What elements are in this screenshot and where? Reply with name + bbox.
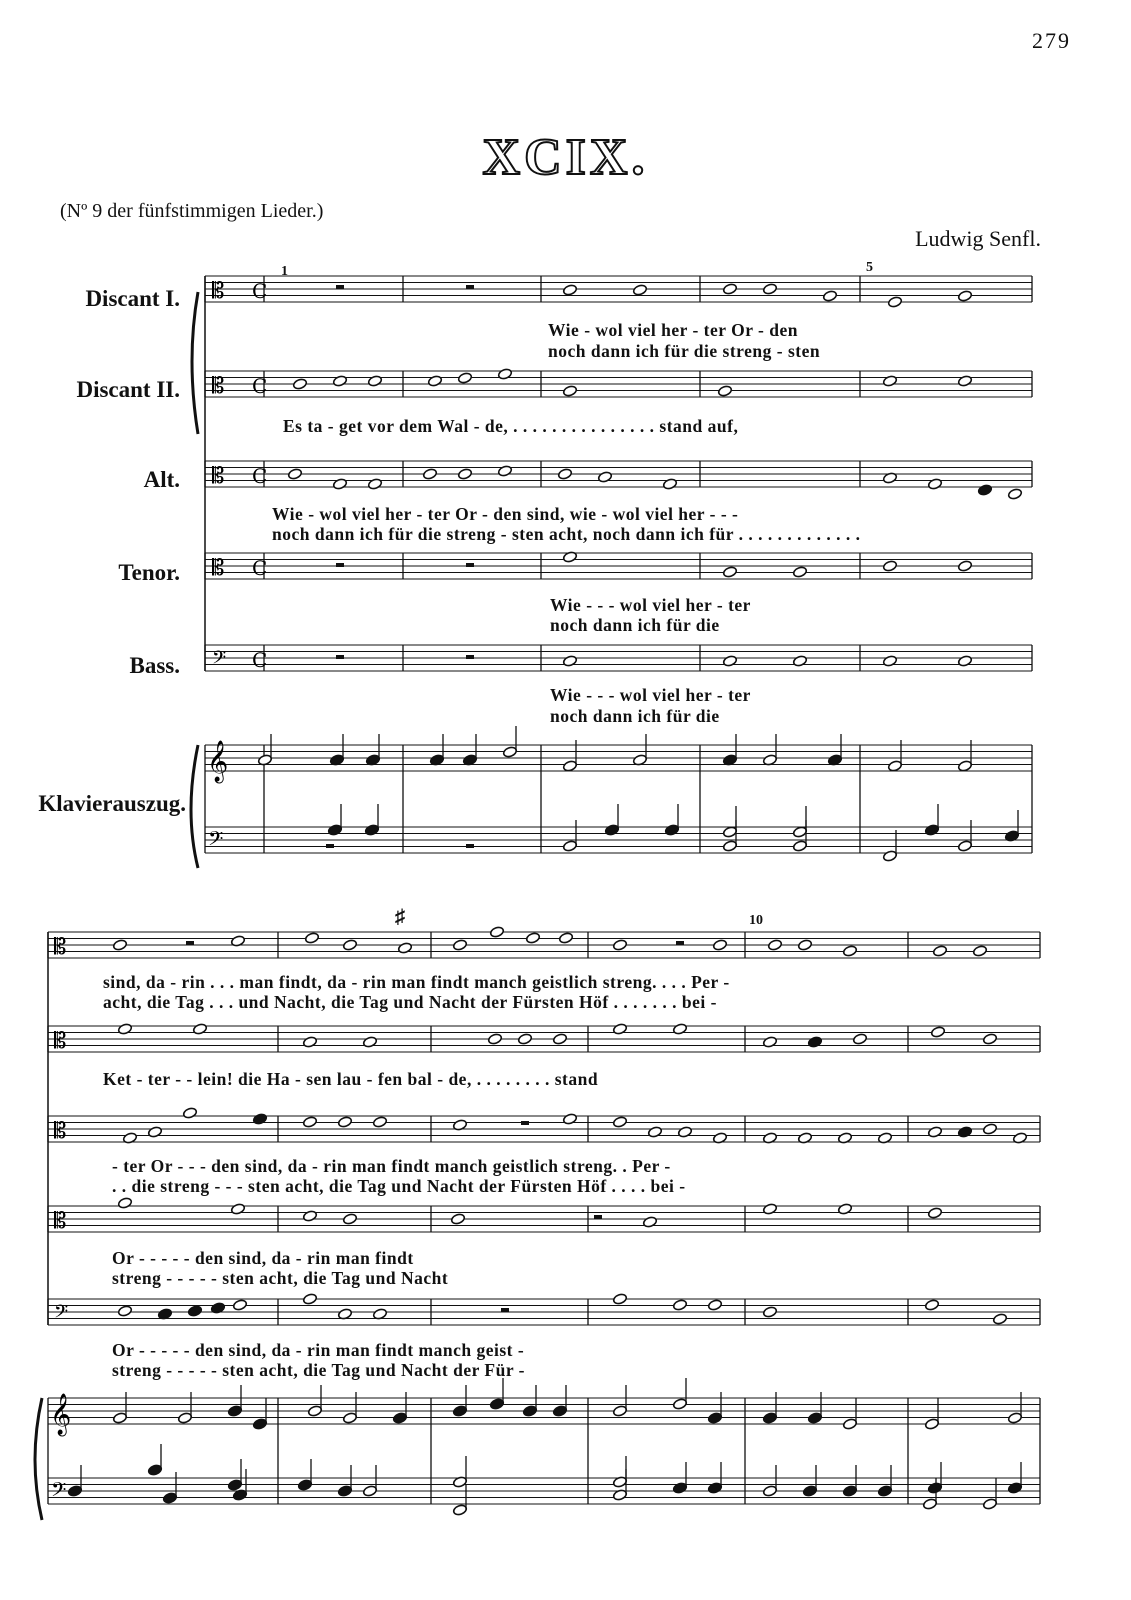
note-head: [762, 1412, 777, 1424]
note-head: [722, 283, 737, 295]
source-note: (Nº 9 der fünfstimmigen Lieder.): [60, 200, 324, 222]
rest-mark: [466, 563, 474, 567]
note-head: [882, 375, 897, 387]
note-head: [642, 1216, 657, 1228]
note-head: [502, 746, 517, 758]
note-head: [147, 1464, 162, 1476]
note-head: [557, 468, 572, 480]
note-head: [807, 1036, 822, 1048]
note-head: [117, 1197, 132, 1209]
note-head: [982, 1033, 997, 1045]
note-head: [924, 824, 939, 836]
note-head: [112, 1412, 127, 1424]
voice-label-klavierauszug: Klavierauszug.: [38, 791, 186, 816]
note-head: [712, 939, 727, 951]
note-head: [162, 1492, 177, 1504]
note-head: [304, 932, 319, 944]
note-head: [452, 1504, 467, 1516]
rest-mark: [336, 655, 344, 659]
note-head: [342, 939, 357, 951]
lyric2-alt-line2: . . die streng - - - sten acht, die Tag und Nacht der Fürsten Höf . . . . bei -: [112, 1176, 686, 1196]
note-head: [957, 560, 972, 572]
note-head: [182, 1107, 197, 1119]
note-head: [302, 1293, 317, 1305]
note-head: [292, 378, 307, 390]
note-head: [662, 478, 677, 490]
note-head: [762, 1485, 777, 1497]
rest-mark: [186, 941, 194, 945]
clef-glyph: 𝄡: [54, 935, 67, 960]
note-head: [647, 1126, 662, 1138]
note-head: [227, 1479, 242, 1491]
treble-clef-glyph: 𝄞: [50, 1394, 72, 1435]
lyric2-discant1-line1: sind, da - rin . . . man findt, da - rin man findt manch geistlich streng. . . . Per -: [103, 972, 730, 992]
note-head: [522, 1405, 537, 1417]
note-head: [192, 1023, 207, 1035]
note-head: [562, 840, 577, 852]
note-head: [252, 1418, 267, 1430]
note-head: [762, 283, 777, 295]
note-head: [632, 284, 647, 296]
note-head: [767, 939, 782, 951]
note-head: [562, 385, 577, 397]
note-head: [287, 468, 302, 480]
rest-mark: [594, 1215, 602, 1219]
note-head: [367, 478, 382, 490]
note-head: [837, 1203, 852, 1215]
note-head: [517, 1033, 532, 1045]
clef-glyph: 𝄢: [54, 1302, 69, 1327]
voice-label-bass: Bass.: [129, 653, 180, 678]
note-head: [792, 655, 807, 667]
note-head: [117, 1305, 132, 1317]
note-head: [707, 1412, 722, 1424]
brace: [192, 292, 198, 434]
note-head: [887, 760, 902, 772]
note-head: [187, 1305, 202, 1317]
note-head: [552, 1033, 567, 1045]
lyric-bass-line1: Wie - - - wol viel her - ter: [550, 685, 751, 705]
note-head: [822, 290, 837, 302]
time-signature: C: [252, 464, 268, 488]
note-head: [924, 1299, 939, 1311]
note-head: [489, 1398, 504, 1410]
bass-clef-glyph: 𝄢: [51, 1478, 67, 1506]
lyric-alt-line2: noch dann ich für die streng - sten acht, noch dann ich für . . . . . . . . . . . . .: [272, 524, 861, 544]
rest-mark: [326, 844, 334, 848]
note-head: [664, 824, 679, 836]
note-head: [882, 850, 897, 862]
note-head: [722, 840, 737, 852]
note-head: [877, 1485, 892, 1497]
note-head: [792, 566, 807, 578]
note-head: [927, 1482, 942, 1494]
rest-mark: [336, 563, 344, 567]
lyric2-alt-line1: - ter Or - - - den sind, da - rin man findt manch geistlich streng. . Per -: [112, 1156, 671, 1176]
note-head: [992, 1313, 1007, 1325]
lyric-discant2-line1: Es ta - get vor dem Wal - de, . . . . . . . . . . . . . . . stand auf,: [283, 416, 739, 436]
note-head: [337, 1485, 352, 1497]
lyric-bass-line2: noch dann ich für die: [550, 706, 720, 726]
note-head: [677, 1126, 692, 1138]
note-head: [302, 1036, 317, 1048]
time-signature: C: [252, 648, 268, 672]
note-head: [722, 566, 737, 578]
note-head: [450, 1213, 465, 1225]
note-head: [957, 375, 972, 387]
note-head: [497, 368, 512, 380]
note-head: [672, 1023, 687, 1035]
note-head: [807, 1412, 822, 1424]
time-signature: C: [252, 556, 268, 580]
lyric-tenor-line2: noch dann ich für die: [550, 615, 720, 635]
time-signature: C: [252, 279, 268, 303]
note-head: [230, 1203, 245, 1215]
note-head: [802, 1485, 817, 1497]
note-head: [927, 1126, 942, 1138]
voice-label-discant-1: Discant I.: [85, 286, 180, 311]
note-head: [487, 1033, 502, 1045]
note-head: [924, 1418, 939, 1430]
lyric-tenor-line1: Wie - - - wol viel her - ter: [550, 595, 751, 615]
note-head: [922, 1498, 937, 1510]
brace: [191, 745, 198, 868]
note-head: [362, 1485, 377, 1497]
note-head: [957, 655, 972, 667]
note-head: [597, 471, 612, 483]
note-head: [707, 1299, 722, 1311]
lyric2-discant2-line1: Ket - ter - - lein! die Ha - sen lau - fen bal - de, . . . . . . . . stand: [103, 1069, 599, 1089]
note-head: [842, 1418, 857, 1430]
note-head: [302, 1210, 317, 1222]
note-head: [797, 939, 812, 951]
clef-glyph: 𝄡: [212, 556, 225, 581]
note-head: [422, 468, 437, 480]
note-head: [397, 942, 412, 954]
note-head: [982, 1498, 997, 1510]
note-head: [887, 296, 902, 308]
voice-label-tenor: Tenor.: [118, 560, 180, 585]
note-head: [612, 1405, 627, 1417]
note-head: [342, 1213, 357, 1225]
note-head: [452, 1405, 467, 1417]
note-head: [977, 484, 992, 496]
note-head: [252, 1113, 267, 1125]
note-head: [558, 932, 573, 944]
note-head: [882, 655, 897, 667]
note-head: [112, 939, 127, 951]
note-head: [367, 375, 382, 387]
note-head: [427, 375, 442, 387]
clef-glyph: 𝄡: [54, 1029, 67, 1054]
note-head: [717, 385, 732, 397]
clef-glyph: 𝄡: [212, 279, 225, 304]
note-head: [332, 375, 347, 387]
clef-glyph: 𝄡: [212, 464, 225, 489]
note-head: [1007, 1482, 1022, 1494]
note-head: [722, 655, 737, 667]
note-head: [342, 1412, 357, 1424]
note-head: [707, 1482, 722, 1494]
lyric-alt-line1: Wie - wol viel her - ter Or - den sind, wie - wol viel her - - -: [272, 504, 739, 524]
note-head: [672, 1299, 687, 1311]
note-head: [457, 372, 472, 384]
clef-glyph: 𝄢: [212, 648, 227, 673]
note-head: [392, 1412, 407, 1424]
voice-label-alt: Alt.: [143, 467, 180, 492]
note-head: [362, 1036, 377, 1048]
measure-number-1: 1: [281, 264, 288, 279]
note-head: [672, 1398, 687, 1410]
note-head: [302, 1116, 317, 1128]
note-head: [842, 945, 857, 957]
note-head: [497, 465, 512, 477]
note-head: [177, 1412, 192, 1424]
note-head: [297, 1479, 312, 1491]
lyric2-bass-line2: streng - - - - - sten acht, die Tag und Nacht der Für -: [112, 1360, 525, 1380]
note-head: [927, 478, 942, 490]
note-head: [932, 945, 947, 957]
measure-number-10: 10: [749, 913, 763, 928]
note-head: [525, 932, 540, 944]
lyric-discant1-line2: noch dann ich für die streng - sten: [548, 341, 821, 361]
note-head: [612, 939, 627, 951]
rest-mark: [501, 1308, 509, 1312]
note-head: [852, 1033, 867, 1045]
clef-glyph: 𝄡: [54, 1209, 67, 1234]
note-head: [1007, 488, 1022, 500]
note-head: [957, 840, 972, 852]
lyric2-tenor-line2: streng - - - - - sten acht, die Tag und Nacht: [112, 1268, 449, 1288]
note-head: [562, 284, 577, 296]
note-head: [604, 824, 619, 836]
rest-mark: [676, 941, 684, 945]
note-head: [722, 826, 737, 838]
note-head: [612, 1116, 627, 1128]
note-head: [147, 1126, 162, 1138]
page-number: 279: [1032, 28, 1071, 53]
rest-mark: [466, 655, 474, 659]
rest-mark: [466, 285, 474, 289]
note-head: [612, 1023, 627, 1035]
note-head: [562, 655, 577, 667]
note-head: [957, 760, 972, 772]
time-signature: C: [252, 374, 268, 398]
note-head: [489, 926, 504, 938]
note-head: [612, 1293, 627, 1305]
note-head: [452, 939, 467, 951]
note-head: [562, 760, 577, 772]
note-head: [927, 1207, 942, 1219]
note-head: [117, 1023, 132, 1035]
note-head: [457, 468, 472, 480]
note-head: [762, 1203, 777, 1215]
note-head: [562, 1113, 577, 1125]
note-head: [792, 826, 807, 838]
note-head: [552, 1405, 567, 1417]
note-head: [882, 560, 897, 572]
note-head: [67, 1485, 82, 1497]
note-head: [327, 824, 342, 836]
measure-number-5: 5: [866, 260, 873, 275]
note-head: [232, 1299, 247, 1311]
note-head: [332, 478, 347, 490]
bass-clef-glyph: 𝄢: [208, 827, 224, 855]
note-head: [227, 1405, 242, 1417]
note-head: [930, 1026, 945, 1038]
treble-clef-glyph: 𝄞: [207, 741, 229, 782]
note-head: [957, 290, 972, 302]
note-head: [792, 840, 807, 852]
note-head: [364, 824, 379, 836]
rest-mark: [466, 844, 474, 848]
note-head: [957, 1126, 972, 1138]
lyric2-discant1-line2: acht, die Tag . . . und Nacht, die Tag und Nacht der Fürsten Höf . . . . . . . bei -: [103, 992, 717, 1012]
note-head: [307, 1405, 322, 1417]
note-head: [762, 1306, 777, 1318]
note-head: [337, 1116, 352, 1128]
lyric2-tenor-line1: Or - - - - - den sind, da - rin man findt: [112, 1248, 414, 1268]
note-head: [762, 1036, 777, 1048]
voice-label-discant-2: Discant II.: [76, 377, 180, 402]
rest-mark: [336, 285, 344, 289]
note-head: [372, 1116, 387, 1128]
piece-title: XCIX.: [482, 129, 649, 186]
lyric2-bass-line1: Or - - - - - den sind, da - rin man findt manch geist -: [112, 1340, 525, 1360]
note-head: [842, 1485, 857, 1497]
editorial-sharp: ♯: [395, 906, 405, 928]
note-head: [982, 1123, 997, 1135]
clef-glyph: 𝄡: [54, 1119, 67, 1144]
note-head: [972, 945, 987, 957]
clef-glyph: 𝄡: [212, 374, 225, 399]
lyric-discant1-line1: Wie - wol viel her - ter Or - den: [548, 320, 798, 340]
note-head: [672, 1482, 687, 1494]
composer-name: Ludwig Senfl.: [915, 226, 1041, 251]
rest-mark: [521, 1121, 529, 1125]
brace: [35, 1398, 42, 1520]
note-head: [1007, 1412, 1022, 1424]
